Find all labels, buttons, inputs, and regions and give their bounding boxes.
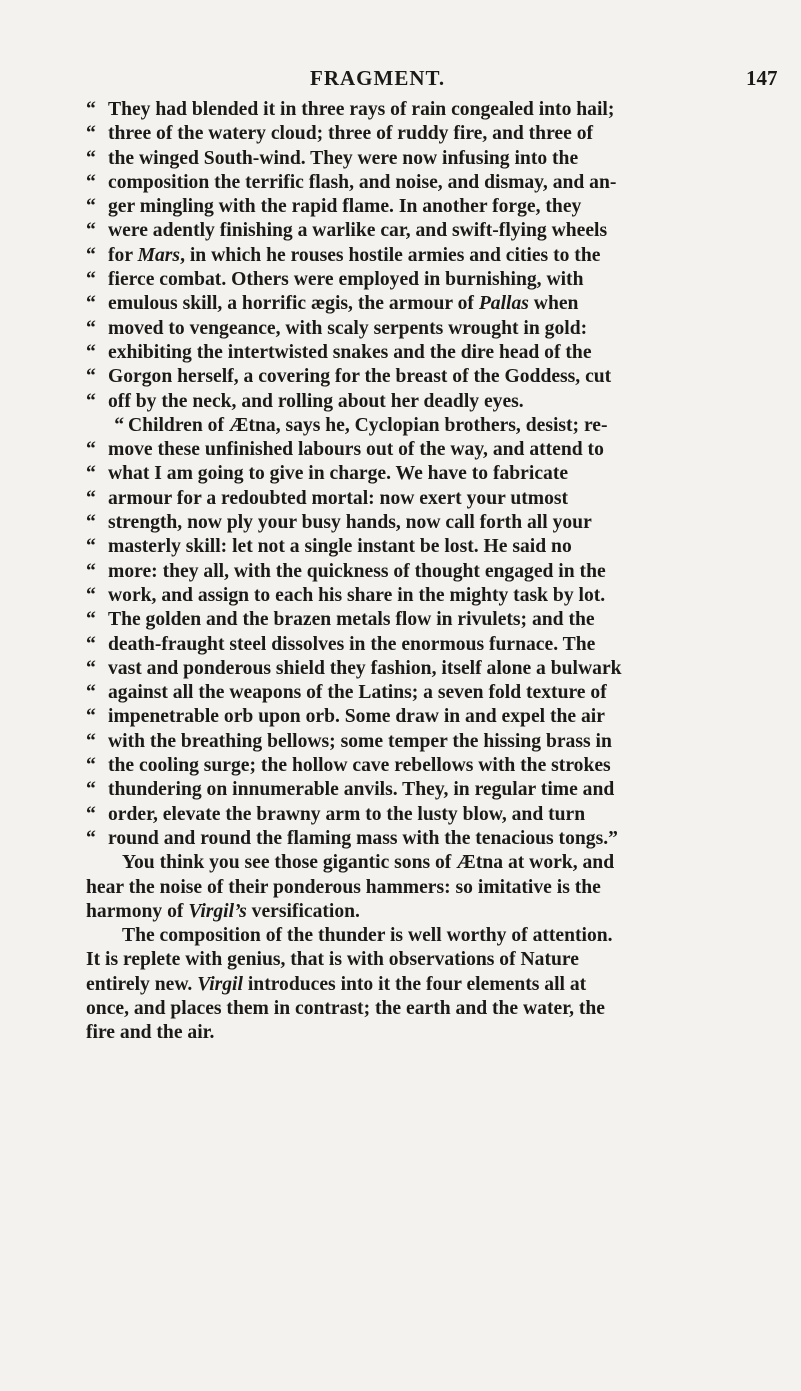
text-line: “ order, elevate the brawny arm to the lusty blow, and turn: [86, 803, 586, 825]
text-line: “ against all the weapons of the Latins; a seven fold texture of: [86, 682, 607, 704]
text-line: “ impenetrable orb upon orb. Some draw in and expel the air: [86, 706, 605, 728]
text-line: “ the cooling surge; the hollow cave rebellows with the strokes: [86, 755, 611, 777]
paragraph-line: harmony of Virgil’s versification.: [86, 900, 360, 922]
text-line: “ three of the watery cloud; three of ruddy fire, and three of: [86, 123, 594, 145]
text-line: “ strength, now ply your busy hands, now call forth all your: [86, 512, 592, 534]
text-line: “ thundering on innumerable anvils. They, in regular time and: [86, 779, 615, 801]
paragraph-line: fire and the air.: [86, 1022, 215, 1044]
paragraph-line: The composition of the thunder is well worthy of attention.: [122, 925, 613, 947]
page-header: [0, 66, 801, 94]
text-line: “ more: they all, with the quickness of thought engaged in the: [86, 560, 606, 582]
paragraph-line: once, and places them in contrast; the earth and the water, the: [86, 997, 606, 1019]
text-line: “ the winged South-wind. They were now infusing into the: [86, 147, 579, 169]
text-line: “ vast and ponderous shield they fashion, itself alone a bulwark: [86, 657, 622, 679]
text-line: “ work, and assign to each his share in the mighty task by lot.: [86, 584, 606, 606]
text-line: “ ger mingling with the rapid flame. In another forge, they: [86, 196, 582, 218]
text-line: “ masterly skill: let not a single instant be lost. He said no: [86, 536, 572, 558]
text-line: “ what I am going to give in charge. We have to fabricate: [86, 463, 569, 485]
text-line: “ Children of Ætna, says he, Cyclopian brothers, desist; re-: [114, 414, 608, 436]
text-line: “ for Mars, in which he rouses hostile armies and cities to the: [86, 244, 601, 266]
paragraph-line: It is replete with genius, that is with observations of Nature: [86, 949, 579, 971]
text-line: “ round and round the flaming mass with the tenacious tongs.”: [86, 827, 618, 849]
page-number: 147: [746, 66, 778, 90]
text-line: “ Gorgon herself, a covering for the breast of the Goddess, cut: [86, 366, 612, 388]
text-line: “ composition the terrific flash, and noise, and dismay, and an-: [86, 171, 617, 193]
running-head: FRAGMENT.: [310, 66, 446, 90]
text-line: “ fierce combat. Others were employed in burnishing, with: [86, 269, 584, 291]
text-line: “ with the breathing bellows; some temper the hissing brass in: [86, 730, 612, 752]
text-line: “ death-fraught steel dissolves in the enormous furnace. The: [86, 633, 596, 655]
text-line: “ They had blended it in three rays of rain congealed into hail;: [86, 99, 615, 120]
paragraph-line: entirely new. Virgil introduces into it the four elements all at: [86, 973, 587, 995]
text-line: “ armour for a redoubted mortal: now exert your utmost: [86, 487, 569, 509]
text-line: “ move these unfinished labours out of the way, and attend to: [86, 439, 604, 461]
paragraph-line: hear the noise of their ponderous hammers: so imitative is the: [86, 876, 601, 898]
text-line: “ off by the neck, and rolling about her deadly eyes.: [86, 390, 524, 412]
text-line: “ The golden and the brazen metals flow in rivulets; and the: [86, 609, 595, 631]
text-line: “ exhibiting the intertwisted snakes and the dire head of the: [86, 341, 592, 363]
body-text: [86, 98, 746, 1046]
text-line: “ emulous skill, a horrific ægis, the armour of Pallas when: [86, 293, 579, 315]
paragraph-line: You think you see those gigantic sons of Ætna at work, and: [122, 852, 615, 874]
text-line: “ moved to vengeance, with scaly serpents wrought in gold:: [86, 317, 588, 339]
text-line: “ were adently finishing a warlike car, and swift-flying wheels: [86, 220, 608, 242]
